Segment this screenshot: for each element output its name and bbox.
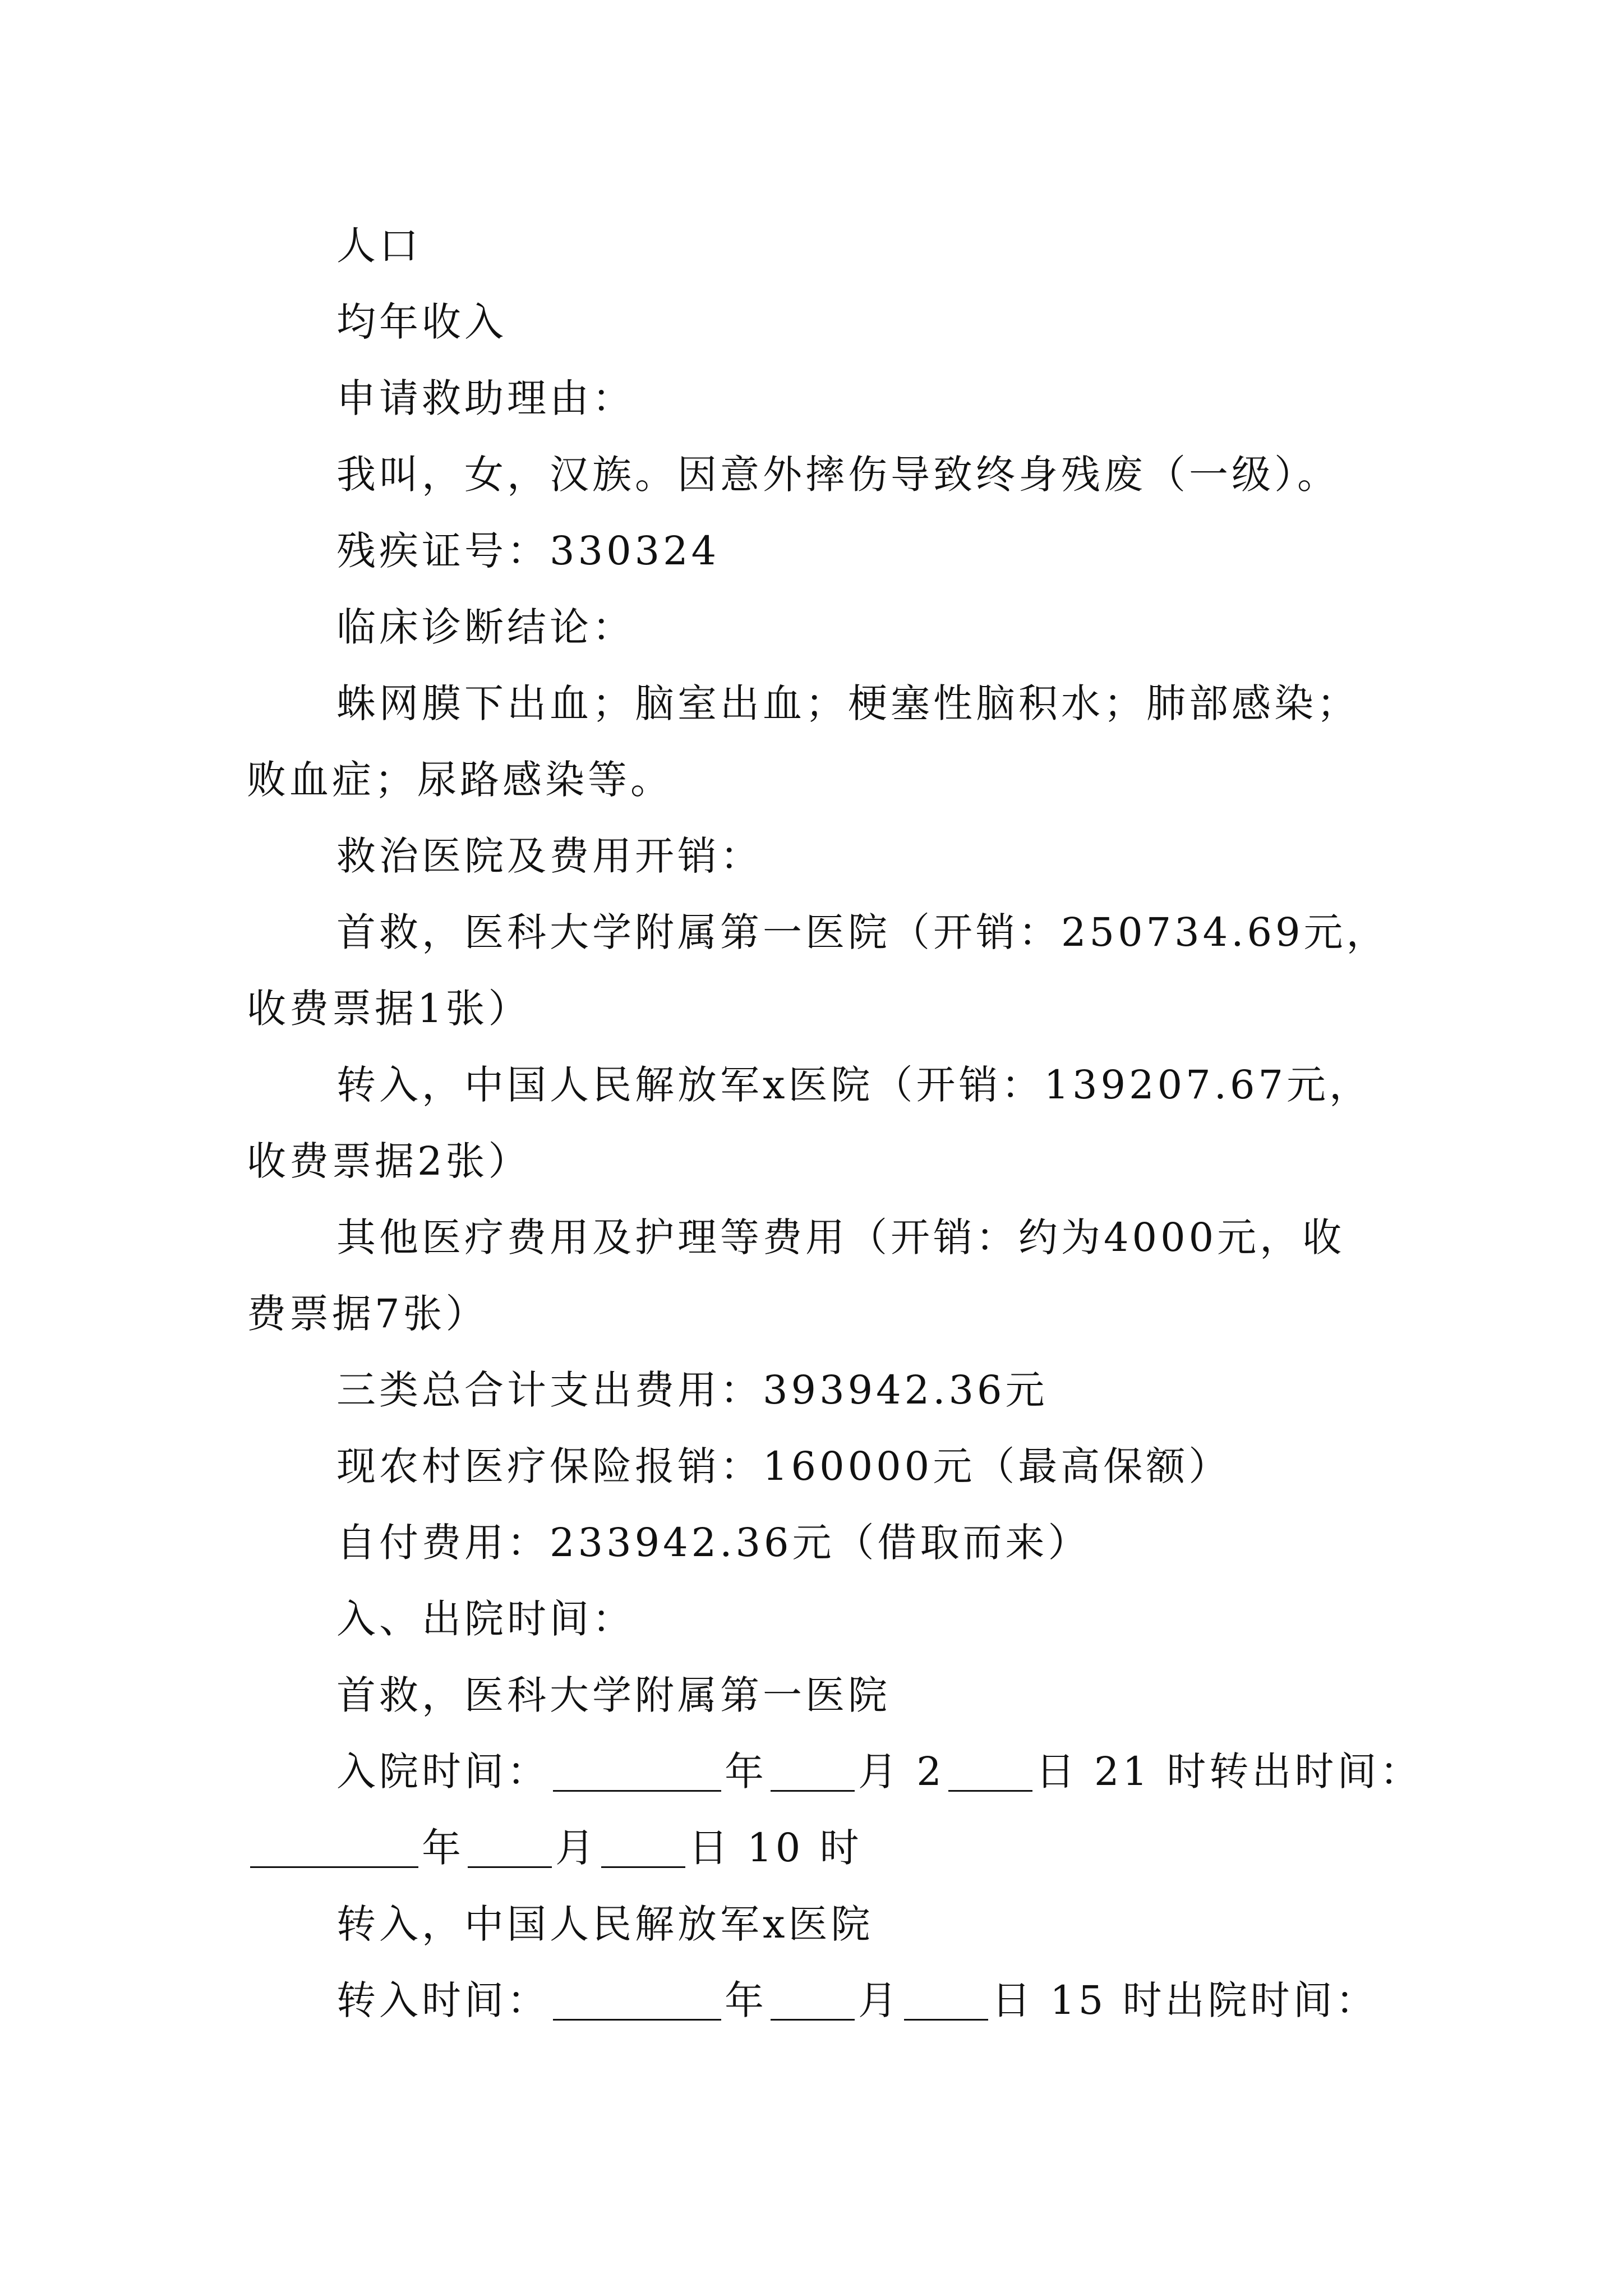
year-label: 年 [422,1825,464,1871]
transfer-out-time-line [247,1810,1396,1886]
section-heading: 入、出院时间： [336,1596,635,1642]
day-label: 日 15 时出院时间： [992,1977,1378,2023]
year-blank [250,1827,418,1868]
admission-label: 入院时间： [336,1749,550,1795]
day-label: 日 10 时 [689,1825,863,1871]
text-line: 人口 [336,223,422,269]
month-blank [771,1980,855,2021]
section-heading: 救治医院及费用开销： [336,833,763,879]
text-line: 其他医疗费用及护理等费用（开销：约为4000元，收 [336,1214,1345,1260]
month-label: 月 2 [858,1749,945,1795]
admission-time-line [247,1733,1423,1810]
text-line: 三类总合计支出费用：393942.36元 [336,1367,1048,1413]
text-line: 转入，中国人民解放军x医院 [336,1901,874,1947]
text-line: 败血症；尿路感染等。 [247,757,673,803]
month-label: 月 [858,1977,901,2023]
text-line: 蛛网膜下出血；脑室出血；梗塞性脑积水；肺部感染； [336,680,1359,726]
text-line: 均年收入 [336,299,507,345]
day-blank [601,1827,685,1868]
text-line: 我叫，女，汉族。因意外摔伤导致终身残废（一级）。 [336,452,1340,498]
month-label: 月 [555,1825,598,1871]
text-line: 转入，中国人民解放军x医院（开销：139207.67元， [336,1062,1372,1108]
day-blank [904,1980,988,2021]
section-heading: 临床诊断结论： [336,604,635,650]
text-line: 收费票据2张） [247,1138,531,1184]
year-blank [553,1751,721,1792]
text-line: 自付费用：233942.36元（借取而来） [336,1520,1091,1566]
text-line: 首救，医科大学附属第一医院（开销：250734.69元， [336,909,1389,955]
text-line: 残疾证号：330324 [336,528,720,574]
document-body [247,208,1423,2039]
year-label: 年 [725,1977,767,2023]
year-label: 年 [725,1749,767,1795]
month-blank [468,1827,552,1868]
text-line: 费票据7张） [247,1291,488,1337]
month-blank [771,1751,855,1792]
text-line: 收费票据1张） [247,986,531,1032]
transfer-in-label: 转入时间： [336,1977,550,2023]
text-line: 首救，医科大学附属第一医院 [336,1672,891,1718]
transfer-in-time-line [247,1962,1396,2039]
year-blank [553,1980,721,2021]
day-label: 日 21 时转出时间： [1035,1749,1423,1795]
day-blank [948,1751,1032,1792]
text-line: 现农村医疗保险报销：160000元（最高保额） [336,1443,1232,1489]
section-heading: 申请救助理由： [336,375,635,421]
